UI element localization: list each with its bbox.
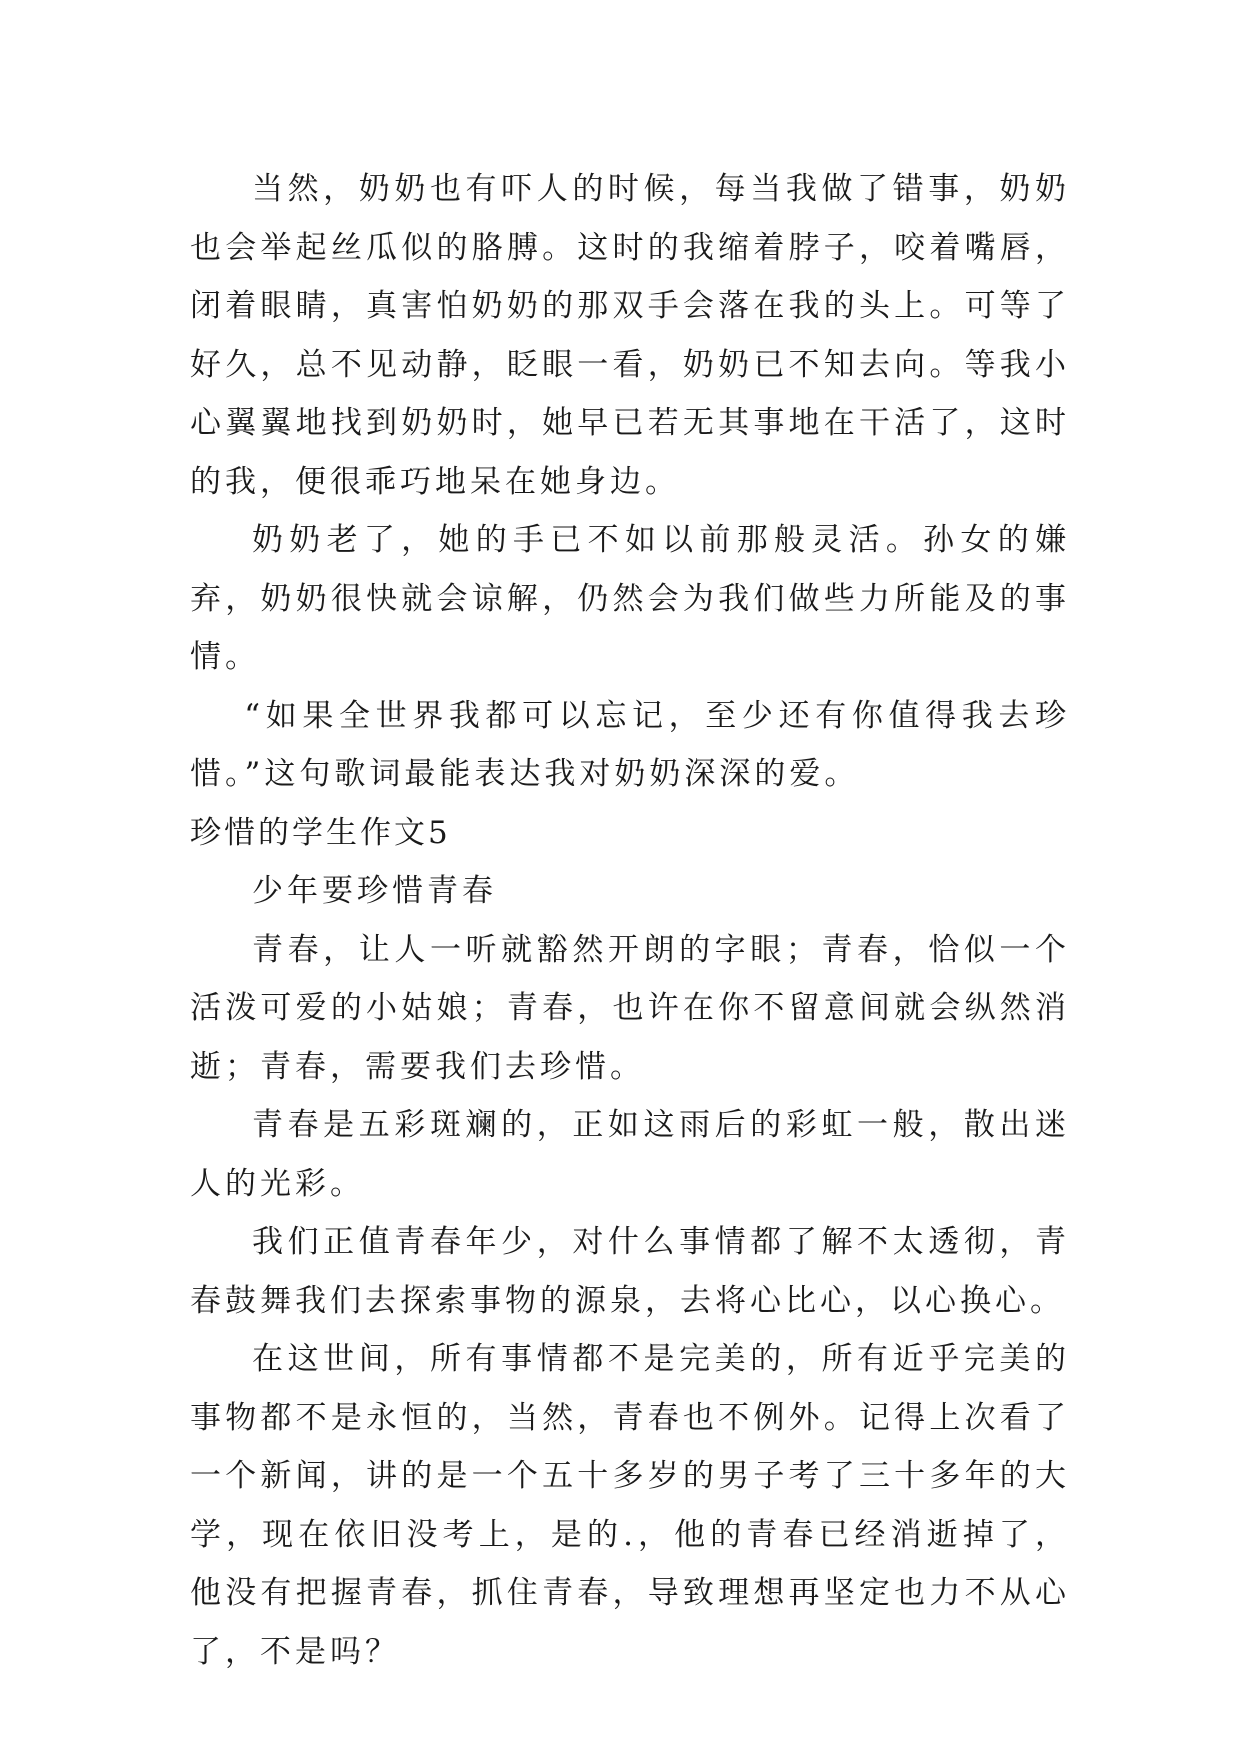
paragraph-grandma-scolding: 当然，奶奶也有吓人的时候，每当我做了错事，奶奶也会举起丝瓜似的胳膊。这时的我缩着脖子，咬着嘴唇，闭着眼睛，真害怕奶奶的那双手会落在我的头上。可等了好久，总不见动静，眨眼一看，奶奶已不知去向。等我小心翼翼地找到奶奶时，她早已若无其事地在干活了，这时的我，便很乖巧地呆在她身边。 (190, 171, 1070, 500)
paragraph-youth-explore: 我们正值青春年少，对什么事情都了解不太透彻，青春鼓舞我们去探索事物的源泉，去将心比心，以心换心。 (190, 1224, 1070, 1319)
paragraph-youth-intro: 青春，让人一听就豁然开朗的字眼；青春，恰似一个活泼可爱的小姑娘；青春，也许在你不留意间就会纵然消逝；青春，需要我们去珍惜。 (190, 931, 1070, 1085)
paragraph-grandma-aging: 奶奶老了，她的手已不如以前那般灵活。孙女的嫌弃，奶奶很快就会谅解，仍然会为我们做些力所能及的事情。 (190, 522, 1070, 675)
essay-title: 少年要珍惜青春 (252, 873, 497, 909)
section-heading: 珍惜的学生作文5 (190, 814, 451, 851)
paragraph-song-quote: “如果全世界我都可以忘记，至少还有你值得我去珍惜。”这句歌词最能表达我对奶奶深深的爱。 (190, 697, 1070, 792)
paragraph-youth-colorful: 青春是五彩斑斓的，正如这雨后的彩虹一般，散出迷人的光彩。 (190, 1107, 1070, 1202)
document-body (190, 160, 1070, 1681)
paragraph-youth-impermanence: 在这世间，所有事情都不是完美的，所有近乎完美的事物都不是永恒的，当然，青春也不例外。记得上次看了一个新闻，讲的是一个五十多岁的男子考了三十多年的大学，现在依旧没考上，是的.，他的青春已经消逝掉了，他没有把握青春，抓住青春，导致理想再坚定也力不从心了，不是吗？ (190, 1341, 1070, 1670)
